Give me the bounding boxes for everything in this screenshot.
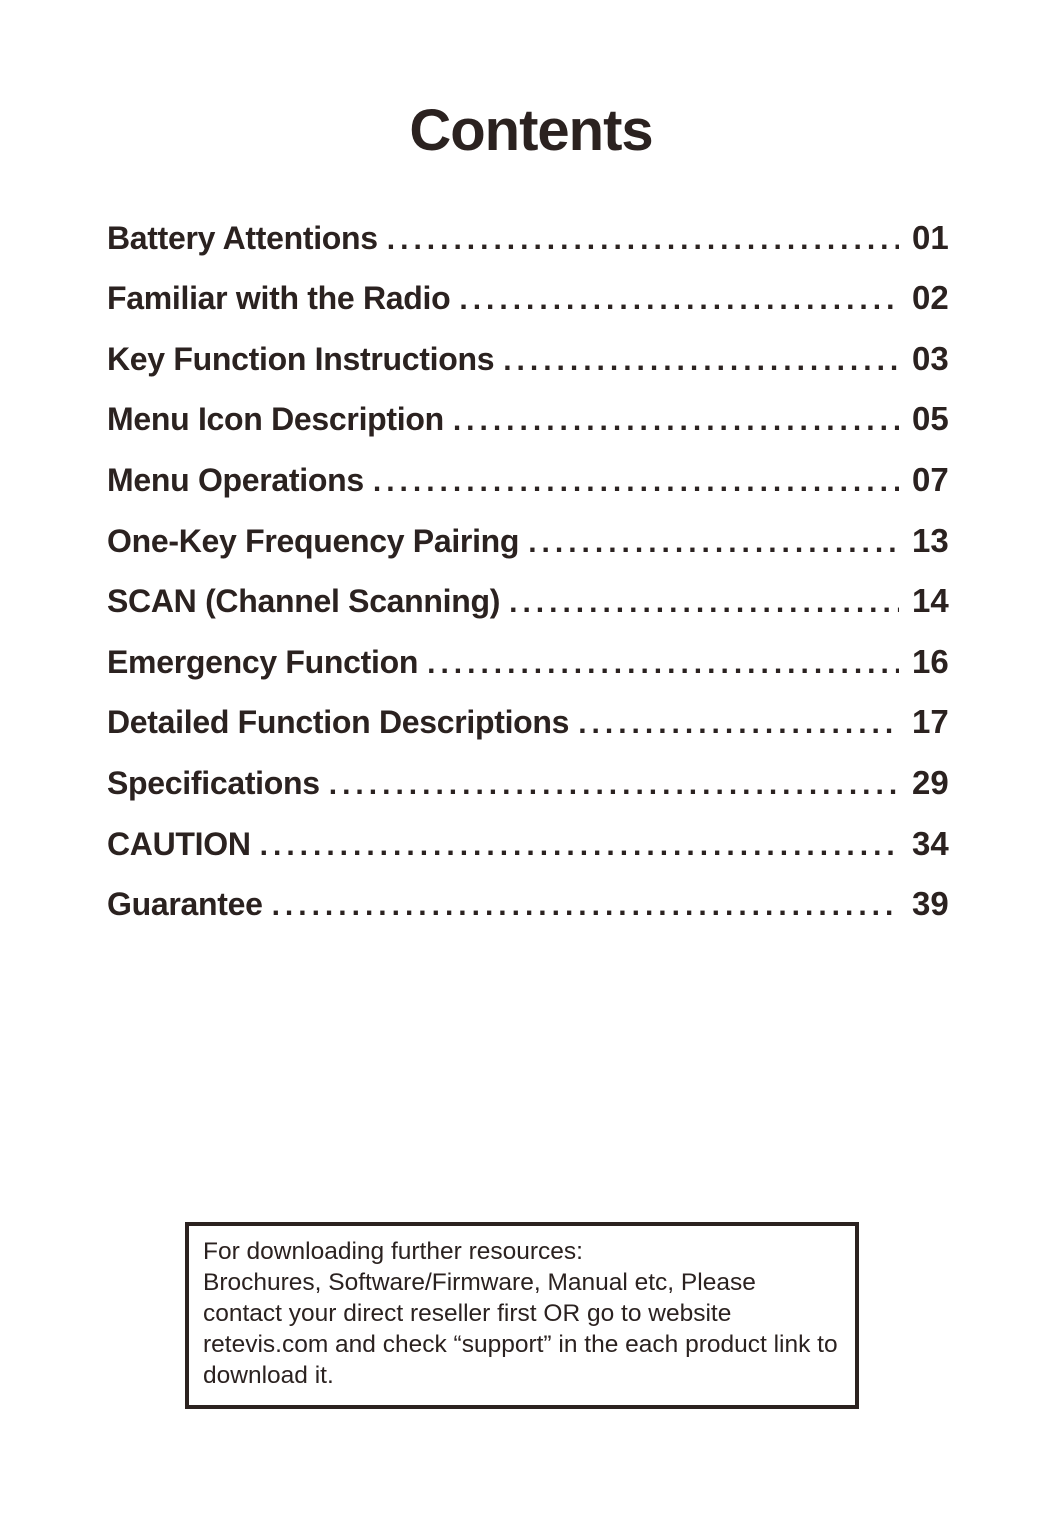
toc-entry [107, 511, 960, 572]
toc-entry [107, 632, 960, 693]
toc-entry-page: 01 [912, 218, 949, 256]
toc-entry-label: Detailed Function Descriptions [107, 704, 570, 741]
toc-entry-page: 29 [912, 764, 949, 802]
download-note-box [185, 1222, 859, 1409]
toc-entry-label: SCAN (Channel Scanning) [107, 583, 501, 620]
page-title: Contents [409, 98, 653, 163]
toc-entry-page: 17 [912, 703, 949, 741]
toc-entry [107, 208, 960, 269]
toc-entry-page: 39 [912, 885, 949, 923]
toc-entry [107, 692, 960, 753]
toc-leader-dots [503, 331, 899, 392]
toc-leader-dots [509, 573, 899, 634]
toc-entry [107, 389, 960, 450]
toc-entry-page: 07 [912, 461, 949, 499]
toc-entry-label: One-Key Frequency Pairing [107, 522, 520, 559]
toc-leader-dots [528, 513, 899, 574]
toc-entry-page: 34 [912, 824, 949, 862]
toc-leader-dots [427, 634, 899, 695]
toc-leader-dots [578, 694, 899, 755]
toc-leader-dots [272, 876, 899, 937]
toc-entry-page: 16 [912, 642, 949, 680]
toc-entry [107, 814, 960, 875]
note-body: Brochures, Software/Firmware, Manual etc, Please contact your direct reseller first OR go to website retevis.com and check “support” in the each product link to download it. [203, 1268, 838, 1389]
toc-leader-dots [459, 270, 899, 331]
toc-entry-page: 05 [912, 400, 949, 438]
note-line-1: For downloading further resources: [203, 1237, 583, 1265]
toc-entry-label: Menu Icon Description [107, 401, 444, 438]
toc-entry-label: Battery Attentions [107, 219, 378, 256]
toc-leader-dots [387, 210, 899, 271]
toc-entry-label: Menu Operations [107, 462, 364, 499]
toc-entry-label: Guarantee [107, 886, 263, 923]
toc-entry [107, 874, 960, 935]
toc-list [107, 208, 960, 935]
toc-entry [107, 268, 960, 329]
toc-entry [107, 329, 960, 390]
toc-leader-dots [260, 816, 899, 877]
toc-entry-label: Familiar with the Radio [107, 280, 451, 317]
toc-leader-dots [373, 452, 899, 513]
toc-leader-dots [329, 755, 899, 816]
toc-entry-label: Emergency Function [107, 643, 419, 680]
toc-entry [107, 571, 960, 632]
toc-entry [107, 753, 960, 814]
toc-entry-label: Specifications [107, 765, 320, 802]
toc-entry [107, 450, 960, 511]
toc-entry-label: CAUTION [107, 825, 251, 862]
toc-entry-page: 02 [912, 279, 949, 317]
toc-entry-page: 13 [912, 521, 949, 559]
toc-entry-page: 03 [912, 339, 949, 377]
toc-leader-dots [453, 391, 899, 452]
toc-entry-label: Key Function Instructions [107, 340, 495, 377]
toc-entry-page: 14 [912, 582, 949, 620]
